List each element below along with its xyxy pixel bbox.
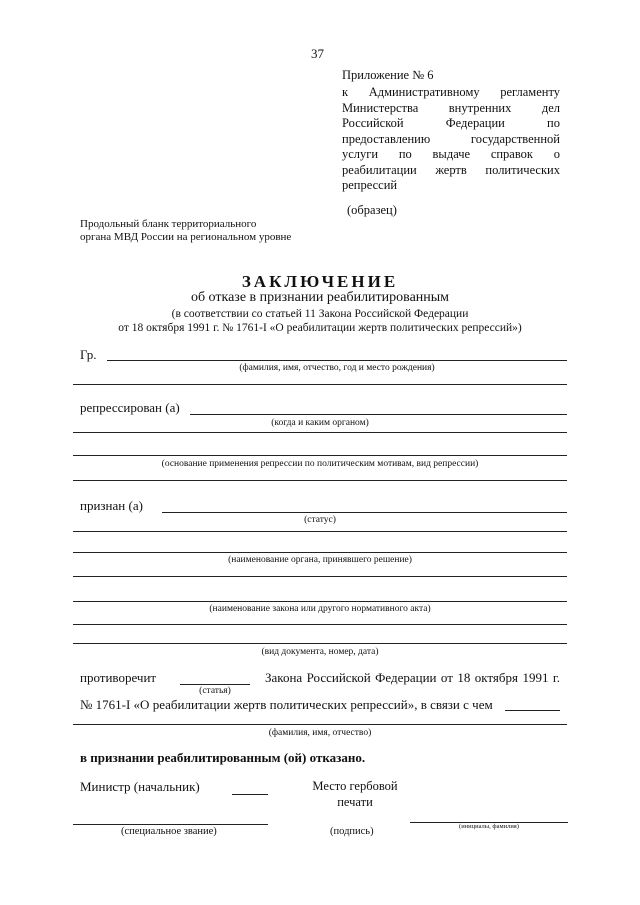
appendix-line bbox=[342, 85, 560, 100]
legal-basis-line2: от 18 октября 1991 г. № 1761-I «О реабилитации жертв политических репрессий») bbox=[118, 322, 522, 334]
document-caption: (вид документа, номер, дата) bbox=[261, 647, 379, 657]
seal-place-line1: Место гербовой bbox=[312, 779, 398, 793]
appendix-word: жертв bbox=[435, 162, 467, 177]
law-word: 1991 bbox=[522, 670, 549, 685]
law-word: Закона bbox=[265, 670, 303, 685]
signature-caption: (подпись) bbox=[330, 826, 374, 837]
law-word: 18 bbox=[457, 670, 471, 685]
status-line-2[interactable] bbox=[73, 531, 567, 532]
document-subtitle: об отказе в признании реабилитированным bbox=[190, 290, 450, 305]
appendix-word: Административному bbox=[368, 85, 480, 99]
blank-note-line1: Продольный бланк территориального bbox=[80, 218, 257, 230]
refusal-statement: в признании реабилитированным (ой) отказано. bbox=[80, 750, 366, 765]
appendix-word: реабилитации bbox=[342, 162, 417, 177]
law-line[interactable] bbox=[73, 601, 567, 602]
repressed-caption: (когда и каким органом) bbox=[271, 418, 369, 428]
rank-line[interactable] bbox=[73, 824, 268, 825]
article-line[interactable] bbox=[180, 684, 250, 685]
appendix-word: к bbox=[342, 85, 349, 99]
appendix-word: справок bbox=[490, 147, 533, 161]
fio-birth-caption: (фамилия, имя, отчество, год и место рождения) bbox=[239, 363, 435, 373]
document-title: ЗАКЛЮЧЕНИЕ bbox=[241, 272, 399, 291]
appendix-word: репрессий bbox=[342, 178, 398, 192]
appendix-word: Министерства bbox=[342, 100, 419, 115]
authority-caption: (наименование органа, принявшего решение) bbox=[228, 555, 412, 565]
article-caption: (статья) bbox=[199, 686, 231, 696]
appendix-word: предоставлению bbox=[342, 131, 431, 146]
appendix-word: по bbox=[398, 147, 412, 161]
authority-line-2[interactable] bbox=[73, 576, 567, 577]
law-word: Федерации bbox=[375, 670, 437, 685]
appendix-word: государственной bbox=[470, 131, 560, 146]
seal-place-line2: печати bbox=[337, 795, 373, 809]
appendix-line bbox=[342, 132, 560, 147]
appendix-line bbox=[342, 101, 560, 116]
appendix-word: услуги bbox=[342, 147, 379, 161]
legal-basis-line1: (в соответствии со статьей 11 Закона Российской Федерации bbox=[171, 308, 469, 320]
appendix-word: регламенту bbox=[500, 85, 560, 99]
status-line[interactable] bbox=[162, 512, 567, 513]
basis-line-2[interactable] bbox=[73, 480, 567, 481]
appendix-word: по bbox=[547, 116, 560, 130]
repressed-label: репрессирован (а) bbox=[80, 400, 180, 415]
minister-short-line[interactable] bbox=[232, 794, 268, 795]
contradicts-label: противоречит bbox=[80, 670, 157, 685]
law-word: октября bbox=[474, 670, 519, 685]
appendix-line bbox=[342, 116, 560, 131]
authority-line[interactable] bbox=[73, 552, 567, 553]
appendix-line bbox=[342, 147, 560, 162]
appendix-word: внутренних bbox=[448, 100, 512, 115]
gr-label: Гр. bbox=[80, 347, 97, 362]
law-word: от bbox=[440, 670, 453, 685]
reason-line[interactable] bbox=[505, 710, 560, 711]
sample-label: (образец) bbox=[347, 203, 397, 217]
status-caption: (статус) bbox=[304, 515, 336, 525]
initials-caption: (инициалы, фамилия) bbox=[459, 823, 519, 830]
repressed-line-2[interactable] bbox=[73, 432, 567, 433]
fio-birth-line-2[interactable] bbox=[73, 384, 567, 385]
appendix-word: Федерации bbox=[445, 116, 505, 130]
appendix-line bbox=[342, 178, 560, 193]
recognized-label: признан (а) bbox=[80, 498, 143, 513]
appendix-word: дел bbox=[541, 100, 560, 115]
appendix-title: Приложение № 6 bbox=[342, 68, 434, 82]
appendix-word: Российской bbox=[342, 116, 404, 130]
law-line-2[interactable] bbox=[73, 624, 567, 625]
blank-note-line2: органа МВД России на региональном уровне bbox=[80, 231, 292, 243]
appendix-word: о bbox=[553, 147, 560, 161]
basis-line[interactable] bbox=[73, 455, 567, 456]
law-reference-line1 bbox=[265, 670, 560, 686]
law-word: Российской bbox=[306, 670, 371, 685]
document-line[interactable] bbox=[73, 643, 567, 644]
rank-caption: (специальное звание) bbox=[121, 826, 217, 837]
law-word: г. bbox=[552, 670, 560, 685]
page-number: 37 bbox=[311, 46, 324, 61]
fio-caption: (фамилия, имя, отчество) bbox=[268, 728, 372, 738]
appendix-word: выдаче bbox=[432, 147, 471, 161]
basis-caption: (основание применения репрессии по политическим мотивам, вид репрессии) bbox=[161, 459, 479, 469]
fio-line[interactable] bbox=[73, 724, 567, 725]
minister-label: Министр (начальник) bbox=[80, 779, 200, 794]
fio-birth-line[interactable] bbox=[107, 360, 567, 361]
repressed-line[interactable] bbox=[190, 414, 567, 415]
appendix-line bbox=[342, 163, 560, 178]
law-caption: (наименование закона или другого нормативного акта) bbox=[209, 604, 431, 614]
law-reference-line2: № 1761-I «О реабилитации жертв политических репрессий», в связи с чем bbox=[80, 697, 493, 712]
appendix-word: политических bbox=[485, 162, 560, 177]
